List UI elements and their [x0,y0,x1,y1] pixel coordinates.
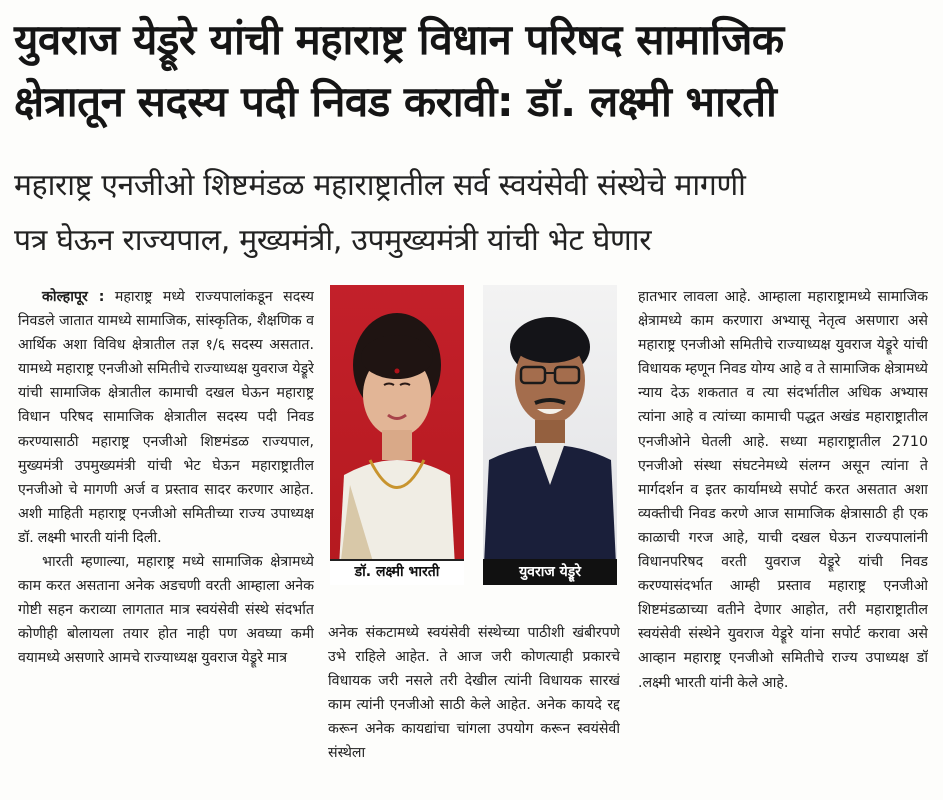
subheadline-line-2: पत्र घेऊन राज्यपाल, मुख्यमंत्री, उपमुख्यमंत्री यांची भेट घेणार [14,223,652,258]
portrait-man-image [483,285,617,585]
photo-yuvraj-yedrure [483,285,617,585]
photo-caption-left: डॉ. लक्ष्मी भारती [330,559,464,585]
article-paragraph [18,285,314,550]
photo-laxmi-bharati [330,285,464,585]
article-column-right [638,285,928,795]
article-column-left [18,285,314,795]
headline-line-1: युवराज येड्रूरे यांची महाराष्ट्र विधान परिषद सामाजिक [14,15,784,64]
subheadline-line-1: महाराष्ट्र एनजीओ शिष्टमंडळ महाराष्ट्रातील सर्व स्वयंसेवी संस्थेचे मागणी [14,168,746,203]
photo-caption-right: युवराज येड्रूरे [483,559,617,585]
dateline: कोल्हापूर : [42,289,105,305]
article-paragraph: अनेक संकटामध्ये स्वयंसेवी संस्थेच्या पाठीशी खंबीरपणे उभे राहिले आहेत. ते आज जरी कोणत्याही प्रकारचे विधायक जरी नसले तरी देखील त्यांनी विधायक सारखं काम त्यांनी एनजीओ साठी केले आहेत. अनेक कायदे रद्द करून अनेक कायद्यांचा चांगला उपयोग करून स्वयंसेवी संस्थेला [328,625,620,762]
article-paragraph: हातभार लावला आहे. आम्हाला महाराष्ट्रामध्ये सामाजिक क्षेत्रामध्ये काम करणारा अभ्यासू नेतृत्व असणारा असे महाराष्ट्र एनजीओ समितीचे राज्याध्यक्ष युवराज येड्रूरे यांची विधायक म्हणून निवड योग्य आहे व ते सामाजिक क्षेत्रामध्ये न्याय देऊ शकतात व त्या संदर्भातील अधिक अभ्यास त्यांना आहे व त्यांच्या कामाची पद्धत अखंड महाराष्ट्रातील एनजीओने घेतली आहे. सध्या महाराष्ट्रातील 2710 एनजीओ संस्था संघटनेमध्ये संलग्न असून त्यांना ते मार्गदर्शन व इतर कार्यामध्ये सपोर्ट करत असतात अशा व्यक्तीची निवड करणे आज सामाजिक क्षेत्रासाठी ही एक काळाची गरज आहे, याची दखल घेऊन राज्यपालांनी विधानपरिषद वरती युवराज येड्रूरे यांची निवड करण्यासंदर्भात आम्ही प्रस्ताव महाराष्ट्र एनजीओ शिष्टमंडळाच्या वतीने देणार आहोत, तरी महाराष्ट्रातील स्वयंसेवी संस्थेने युवराज येड्रूरे यांना सपोर्ट करावा असे आव्हान महाराष्ट्र एनजीओ समितीचे राज्य उपाध्यक्ष डॉ .लक्ष्मी भारती यांनी केले आहे. [638,289,928,691]
portrait-woman-image [330,285,464,585]
article-text: महाराष्ट्र मध्ये राज्यपालांकडून सदस्य निवडले जातात यामध्ये सामाजिक, सांस्कृतिक, शैक्षणिक व आर्थिक अशा विविध क्षेत्रातील तज्ञ १/६ सदस्य असतात. यामध्ये महाराष्ट्र एनजीओ समितीचे राज्याध्यक्ष युवराज येड्रूरे यांची सामाजिक क्षेत्रातील कामाची दखल घेऊन महाराष्ट्र विधान परिषद सामाजिक क्षेत्रातील सदस्य पदी निवड करण्यासाठी महाराष्ट्र एनजीओ शिष्टमंडळ राज्यपाल, मुख्यमंत्री उपमुख्यमंत्री यांची भेट घेऊन महाराष्ट्रातील एनजीओ चे मागणी अर्ज व प्रस्ताव सादर करणार आहेत. अशी माहिती महाराष्ट्र एनजीओ समितीच्या राज्य उपाध्यक्ष डॉ. लक्ष्मी भारती यांनी दिली. [18,289,314,546]
article-column-middle [328,621,620,796]
headline-line-2: क्षेत्रातून सदस्य पदी निवड करावी: डॉ. लक्ष्मी भारती [14,77,777,126]
article-paragraph: भारती म्हणाल्या, महाराष्ट्र मध्ये सामाजिक क्षेत्रामध्ये काम करत असताना अनेक अडचणी वरती आम्हाला अनेक गोष्टी सहन कराव्या लागतात मात्र स्वयंसेवी संस्थे संदर्भात कोणीही बोलायला तयार होत नाही पण अवघ्या कमी वयामध्ये असणारे आमचे राज्याध्यक्ष युवराज येड्रूरे मात्र [18,554,314,667]
